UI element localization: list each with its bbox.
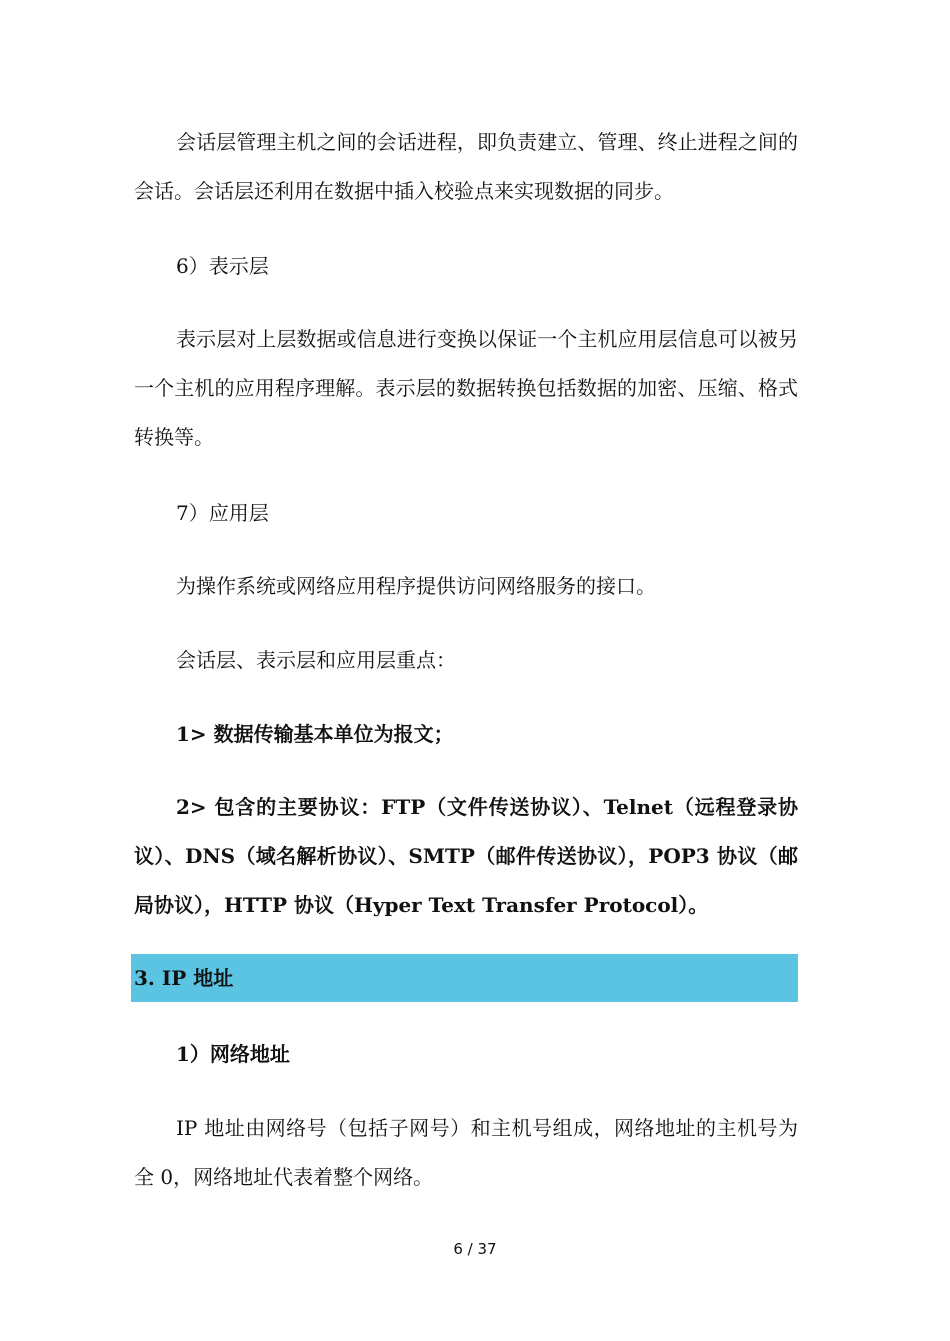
presentation-layer-paragraph: 表示层对上层数据或信息进行变换以保证一个主机应用层信息可以被另一个主机的应用程序理解。表示层的数据转换包括数据的加密、压缩、格式转换等。 bbox=[134, 327, 798, 449]
network-address-paragraph: IP 地址由网络号（包括子网号）和主机号组成，网络地址的主机号为全 0，网络地址代表着整个网络。 bbox=[134, 1116, 798, 1189]
key-point-2: 2> 包含的主要协议：FTP（文件传送协议）、Telnet（远程登录协议）、DNS（域名解析协议）、SMTP（邮件传送协议），POP3 协议（邮局协议），HTTP 协议（Hyper Text Transfer Protocol）。 bbox=[134, 795, 798, 917]
application-layer-paragraph: 为操作系统或网络应用程序提供访问网络服务的接口。 bbox=[176, 574, 656, 598]
session-layer-paragraph: 会话层管理主机之间的会话进程，即负责建立、管理、终止进程之间的会话。会话层还利用在数据中插入校验点来实现数据的同步。 bbox=[134, 130, 798, 203]
page-number: 6 / 37 bbox=[453, 1240, 497, 1258]
section-header-bar bbox=[131, 954, 798, 1002]
application-layer-heading: 7）应用层 bbox=[176, 501, 269, 525]
section-title: 3. IP 地址 bbox=[134, 966, 234, 990]
network-address-heading: 1）网络地址 bbox=[176, 1042, 290, 1066]
key-point-1: 1> 数据传输基本单位为报文； bbox=[176, 722, 454, 746]
key-points-title: 会话层、表示层和应用层重点： bbox=[176, 648, 456, 672]
presentation-layer-heading: 6）表示层 bbox=[176, 254, 269, 278]
